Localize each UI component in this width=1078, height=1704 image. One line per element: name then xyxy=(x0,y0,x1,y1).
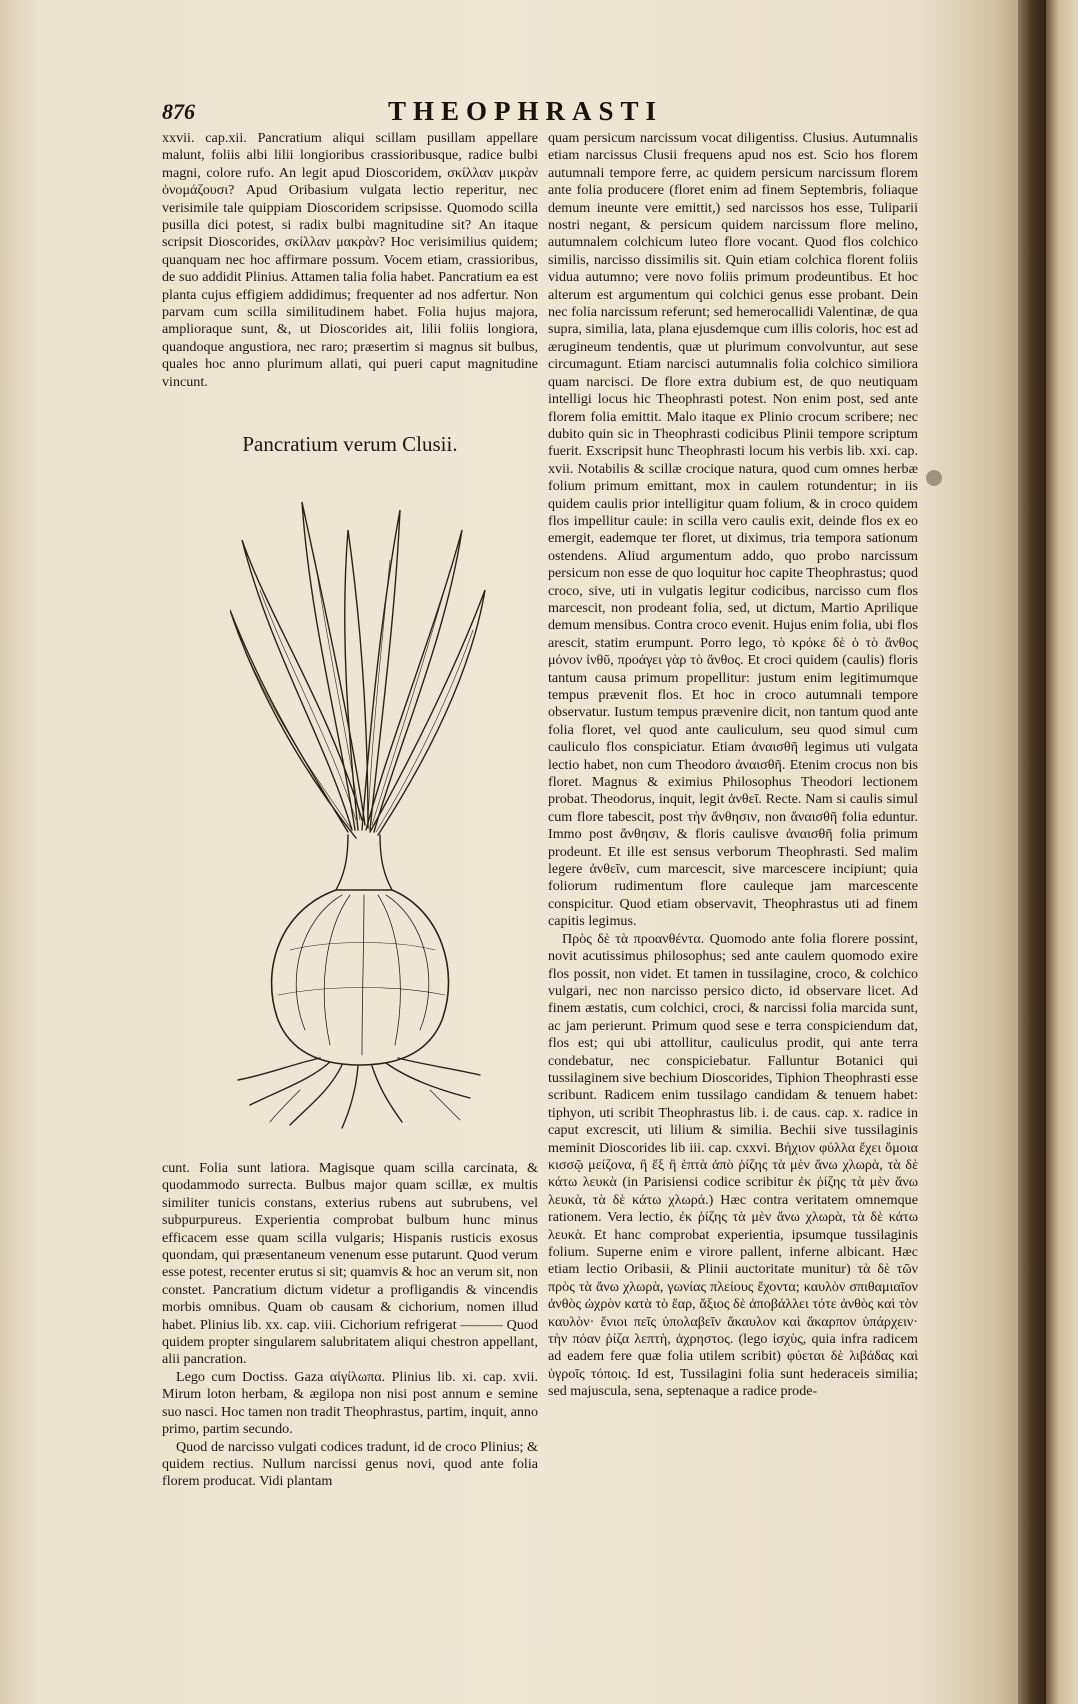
running-head: THEOPHRASTI xyxy=(388,96,664,126)
pancratium-bulb-illustration xyxy=(230,500,490,1130)
facing-page-edge xyxy=(1046,0,1078,1704)
left-column-top xyxy=(162,130,538,398)
paragraph: Πρὸς δὲ τὰ προανθέντα. Quomodo ante folia florere possint, novit acutissimus philosophus; sed ante caulem quomodo exire flos possit, non videt. Et tamen in tussilagine, croco, & colchico vulgari, nec non narcisso persico dicto, id observare licet. Ad finem æstatis, cum colchici, croci, & narcissi folia marcida sunt, ac jam perierunt. Primum quod sese e terra conspiciendum dat, flos est; qui ubi attollitur, cauliculus prodit, qui ante terra condebatur, nec conspiciebatur. Falluntur Botanici qui tussilaginem sive bechium Dioscorides, Tiphion Theophrasti esse scribunt. Radicem enim tussilago candidam & tenuem habet: tiphyon, uti scribit Theophrastus lib. i. de caus. cap. x. radice in caput excrescit, uti lilium & similia. Bechii sive tussilaginis meminit Dioscorides lib iii. cap. cxxvi. Βήχιον φύλλα ἔχει ὅμοια κισσῷ μείζονα, ἢ ἕξ ἢ ἑπτὰ ἀπὸ ῥίζης τὰ μὲν ἄνω χλωρὰ, τὰ δὲ κάτω λευκὰ (in Parisiensi codice scribitur ἐκ ῥίζης τὰ μὲν ἄνω λευκὰ, τὰ δὲ κάτω χλωρά.) Hæc contra veritatem omnemque rationem. Vera lectio, ἐκ ῥίζης τὰ μὲν ἄνω χλωρὰ, τὰ δὲ κάτω λευκὰ. Et hanc comprobat experientia, ipsumque tussilaginis folium. Superne enim e virore pallent, inferne albicant. Hæc etiam lectio Oribasii, & Plinii auctoritate munitur) τὰ δὲ τῶν πρὸς τὰ ἄνω χλωρὰ, γωνίας πλείους ἔχοντα; καυλὸν σπιθαμιαῖον ἀνθὸς ὠχρὸν κατὰ τὸ ἔαρ, ἄξιος δὲ ἀποβάλλει τότε ἀνθὸς καὶ τὸν καυλὸν· ἔνιοι πεῖς ὑπολαβεῖν ἄκαυλον καὶ ἄκαρπον ὑπάρχειν· τὴν πόαν ῥίζα λεπτὴ, ἀχρηστος. (lego ἰσχὺς, quia infra radicem ad eadem fere quæ folia utilem scribit) φύεται δὲ λιβάδας καὶ ὑγροῖς τόποις. Id est, Tussilagini folia sunt hederaceis similia; sed majuscula, sena, septenaque a radice prode- xyxy=(548,930,918,1400)
left-column-bottom xyxy=(162,1160,538,1530)
paragraph: Quod de narcisso vulgati codices tradunt, id de croco Plinius; & quidem rectius. Nullum narcissi genus novi, quod ante folia florem producat. Vidi plantam xyxy=(162,1438,538,1490)
left-top-paragraph: xxvii. cap.xii. Pancratium aliqui scillam pusillam appellare malunt, foliis albi lilii longioribus crassioribusque, radice bulbi magni, colore rufo. An legit apud Dioscoridem, σκίλλαν μικρὰν ὀνομάζουσι? Apud Oribasium vulgata lectio reperitur, nec verisimile tale quippiam Dioscoridem scripsisse. Quomodo scilla pusilla dici potest, si radix bulbi magnitudine sit? An itaque scripsit Dioscorides, σκίλλαν μακρὰν? Hoc verisimilius quidem; quanquam nec hoc affirmare possum. Vocem etiam, crassioribus, de suo addidit Plinius. Attamen talia folia habet. Pancratium ea est planta cujus effigiem addidimus; frequenter ad nos adfertur. Non parvam cum scilla similitudinem habet. Folia hujus majora, amplioraque sunt, &, ut Dioscorides ait, lilii foliis longiora, quandoque angustiora, nec raro; præsertim si magnus sit bulbus, quales hoc anno plurimum allati, qui pueri caput magnitudine vincunt. xyxy=(162,130,538,390)
page-number: 876 xyxy=(162,99,195,124)
figure-caption: Pancratium verum Clusii. xyxy=(242,432,458,456)
book-gutter xyxy=(1018,0,1048,1704)
paragraph: cunt. Folia sunt latiora. Magisque quam scilla carcinata, & quodammodo surrecta. Bulbus major quam scillæ, ex multis similiter tunicis constans, exterius rubens aut subrubens, vel subpurpureus. Experientia comprobat bulbum hunc minus efficacem esse quam scilla vulgaris; Hispanis rusticis exosus quondam, qui præsentaneum venenum esse putarunt. Quod verum esse potest, recenter erutus si sit; quamvis & hoc an verum sit, non constet. Pancratium dictum videtur a profligandis & vincendis morbis omnibus. Quam ob causam & cichorium, nomen illud habet. Plinius lib. xx. cap. viii. Cichorium refrigerat ——— Quod quidem propter singularem salubritatem aliqui chestron appellant, alii pancration. xyxy=(162,1160,538,1368)
paragraph: quam persicum narcissum vocat diligentiss. Clusius. Autumnalis etiam narcissus Clusii frequens apud nos est. Scio hos florem autumnali tempore ferre, ac quidem persicum narcissum florem ante folia producere (floret enim ad finem Septembris, foliaque demum ineunte vere emittit,) sed narcissos hos esse, Tuliparii nostri negant, & persicum quidem narcissum flore melino, autumnalem colchicum luteo flore vocant. Quod flos colchico similis, narcisso dissimilis sit. Quin etiam colchica florent foliis vidua autumno; vere novo foliis primum prodeuntibus. Et hoc alterum est argumentum qui colchici genus esse probant. Dein nec folia narcissum referunt; sed hemerocallidi Valentinæ, de qua supra, similia, lata, plana ejusdemque cum illis coloris, hoc est ad ærugineum tendentis, quæ ut plurimum convolvuntur, aut sese circumagunt. Etiam narcisci autumnalis folia colchico similiora quam narcisci. De flore extra dubium est, de quo neutiquam intelligi locus hic Theophrasti potest. Non enim post, sed ante florem folia emittit. Malo itaque ex Plinio crocum scribere; nec dubito quin sic in Theophrasti codicibus Plinii tempore scriptum fuerit. Exscripsit hunc Theophrasti locum his verbis lib. xxi. cap. xvii. Notabilis & scillæ crocique natura, quod cum omnes herbæ folium primum emittant, mox in caulem rotundentur; in iis quidem caulis prior intelligitur quam folium, & in croco quidem flos impellitur caule: in scilla vero caulis exit, deinde flos ex eo emergit, eademque ter floret, ut diximus, tria tempora sationum ostendens. Aliud argumentum addo, quo probo narcissum persicum non esse de quo loquitur hoc capite Theophrastus; quod croco, sive, uti in vulgatis legitur codicibus, narcisso cum flos marcescit, non prodeant folia, sed, ut dictum, Martio Aprilique demum mensibus. Contra croco evenit. Hujus enim folia, ubi flos arescit, statim erumpunt. Porro lego, τὸ κρόκε δὲ ὁ τὸ ἄνθος μόνον ἰνθῦ, προάγει γὰρ τὸ ἄνθος. Et croci quidem (caulis) floris tantum causa primum propellitur: justum enim legitimumque tempus prævenit flos. Et hoc in croco autumnali tempore observatur. Iustum tempus prævenire dicit, non tantum quod ante folia floret, vel quod ante cauliculum, seu quod simul cum cauliculo flos conspiciatur. Etiam ἀναισθῆ legimus uti vulgata lectio habet, non cum Theodoro ἀναισθῆ. Etenim crocus non bis floret. Magnus & eximius Philosophus Theodori lectionem probat. Theodorus, inquit, legit ἀνθεῖ. Recte. Nam si caulis simul cum flore tabescit, post τὴν ἄνθησιν, non ἄναισθῆ folia eduntur. Immo post ἄνθησιν, & floris caulisve ἀναισθῆ folia primum prodeunt. Et ille est sensus verborum Theophrasti. Sed malim legere ἀνθεῖν, cum marcescit, sive marcescere incipiunt; quia foliorum rudimentum flore cauleque jam marcescente conspicitur. Quod etiam observavit, Theophrastus uti ad finem capitis legimus. xyxy=(548,130,918,930)
ink-spot xyxy=(926,470,942,486)
paragraph: Lego cum Doctiss. Gaza αἰγίλωπα. Plinius lib. xi. cap. xvii. Mirum loton herbam, & ægilopa non nisi post annum e semine suo nasci. Hoc tamen non tradit Theophrastus, partim, inquit, anno primo, partim secundo. xyxy=(162,1368,538,1438)
right-column xyxy=(548,130,918,1534)
